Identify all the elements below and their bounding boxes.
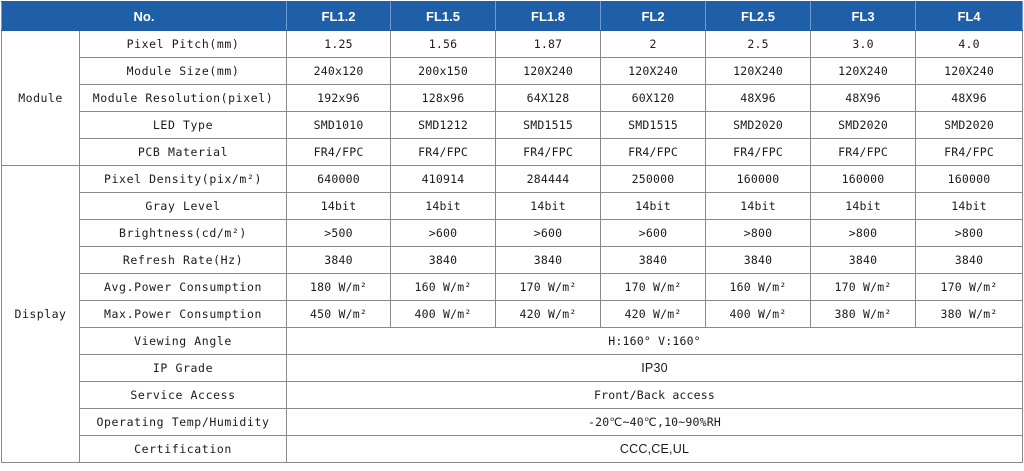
parameter-label: Refresh Rate(Hz) <box>80 247 287 274</box>
spec-value: FR4/FPC <box>287 139 391 166</box>
spec-value: 640000 <box>287 166 391 193</box>
merged-spec-value: CCC,CE,UL <box>287 436 1023 463</box>
spec-value: 120X240 <box>811 58 916 85</box>
table-row <box>2 328 1023 355</box>
parameter-label: IP Grade <box>80 355 287 382</box>
spec-value: 160 W/m² <box>391 274 496 301</box>
table-row <box>2 436 1023 463</box>
spec-value: 410914 <box>391 166 496 193</box>
spec-value: 14bit <box>287 193 391 220</box>
spec-value: 64X128 <box>496 85 601 112</box>
spec-value: 170 W/m² <box>916 274 1023 301</box>
parameter-label: Brightness(cd/m²) <box>80 220 287 247</box>
spec-value: 284444 <box>496 166 601 193</box>
parameter-label: Max.Power Consumption <box>80 301 287 328</box>
spec-value: 3840 <box>916 247 1023 274</box>
spec-value: SMD1515 <box>496 112 601 139</box>
merged-spec-value: -20℃~40℃,10~90%RH <box>287 409 1023 436</box>
spec-value: 14bit <box>496 193 601 220</box>
table-row <box>2 355 1023 382</box>
spec-value: >600 <box>601 220 706 247</box>
spec-value: 120X240 <box>496 58 601 85</box>
parameter-label: LED Type <box>80 112 287 139</box>
table-row <box>2 85 1023 112</box>
header-model: FL1.8 <box>496 2 601 31</box>
spec-value: 400 W/m² <box>391 301 496 328</box>
spec-value: 3840 <box>391 247 496 274</box>
spec-value: >600 <box>496 220 601 247</box>
spec-value: 3840 <box>287 247 391 274</box>
header-model: FL1.5 <box>391 2 496 31</box>
header-model: FL1.2 <box>287 2 391 31</box>
table-row <box>2 139 1023 166</box>
spec-value: 3840 <box>496 247 601 274</box>
parameter-label: Pixel Pitch(mm) <box>80 31 287 58</box>
spec-value: 200x150 <box>391 58 496 85</box>
header-row <box>2 2 1023 31</box>
parameter-label: Service Access <box>80 382 287 409</box>
spec-value: 14bit <box>811 193 916 220</box>
spec-value: FR4/FPC <box>391 139 496 166</box>
table-row <box>2 409 1023 436</box>
spec-value: 1.56 <box>391 31 496 58</box>
spec-value: 3840 <box>811 247 916 274</box>
spec-value: 160 W/m² <box>706 274 811 301</box>
spec-value: >800 <box>811 220 916 247</box>
table-row <box>2 58 1023 85</box>
spec-value: 170 W/m² <box>811 274 916 301</box>
spec-value: 2 <box>601 31 706 58</box>
spec-value: SMD2020 <box>811 112 916 139</box>
spec-value: SMD2020 <box>706 112 811 139</box>
parameter-label: Avg.Power Consumption <box>80 274 287 301</box>
spec-value: 60X120 <box>601 85 706 112</box>
spec-value: 120X240 <box>601 58 706 85</box>
spec-value: 3840 <box>601 247 706 274</box>
table-row <box>2 301 1023 328</box>
spec-value: FR4/FPC <box>496 139 601 166</box>
table-row <box>2 112 1023 139</box>
spec-value: 48X96 <box>706 85 811 112</box>
table-row <box>2 166 1023 193</box>
group-label-module: Module <box>2 31 80 166</box>
spec-value: 14bit <box>391 193 496 220</box>
spec-value: 120X240 <box>916 58 1023 85</box>
parameter-label: PCB Material <box>80 139 287 166</box>
parameter-label: Module Size(mm) <box>80 58 287 85</box>
spec-value: 4.0 <box>916 31 1023 58</box>
spec-value: 192x96 <box>287 85 391 112</box>
merged-spec-value: Front/Back access <box>287 382 1023 409</box>
spec-value: 160000 <box>706 166 811 193</box>
spec-value: 14bit <box>916 193 1023 220</box>
group-label-display: Display <box>2 166 80 463</box>
spec-value: 170 W/m² <box>601 274 706 301</box>
parameter-label: Operating Temp/Humidity <box>80 409 287 436</box>
spec-value: 14bit <box>706 193 811 220</box>
spec-value: 170 W/m² <box>496 274 601 301</box>
spec-value: 450 W/m² <box>287 301 391 328</box>
table-row <box>2 31 1023 58</box>
header-model: FL3 <box>811 2 916 31</box>
table-row <box>2 382 1023 409</box>
spec-value: >800 <box>916 220 1023 247</box>
table-row <box>2 274 1023 301</box>
spec-table <box>1 1 1023 463</box>
spec-value: SMD1515 <box>601 112 706 139</box>
table-row <box>2 247 1023 274</box>
header-model: FL2.5 <box>706 2 811 31</box>
spec-value: 48X96 <box>811 85 916 112</box>
spec-value: 400 W/m² <box>706 301 811 328</box>
spec-value: 3.0 <box>811 31 916 58</box>
spec-value: FR4/FPC <box>811 139 916 166</box>
spec-value: SMD1212 <box>391 112 496 139</box>
spec-value: 14bit <box>601 193 706 220</box>
spec-value: >600 <box>391 220 496 247</box>
parameter-label: Module Resolution(pixel) <box>80 85 287 112</box>
spec-value: 3840 <box>706 247 811 274</box>
spec-value: SMD2020 <box>916 112 1023 139</box>
spec-value: 420 W/m² <box>496 301 601 328</box>
spec-value: FR4/FPC <box>916 139 1023 166</box>
spec-value: 380 W/m² <box>811 301 916 328</box>
spec-value: >500 <box>287 220 391 247</box>
parameter-label: Pixel Density(pix/m²) <box>80 166 287 193</box>
spec-value: 160000 <box>916 166 1023 193</box>
header-model: FL4 <box>916 2 1023 31</box>
spec-value: SMD1010 <box>287 112 391 139</box>
parameter-label: Certification <box>80 436 287 463</box>
spec-value: 250000 <box>601 166 706 193</box>
merged-spec-value: IP30 <box>287 355 1023 382</box>
spec-value: 420 W/m² <box>601 301 706 328</box>
spec-value: 1.25 <box>287 31 391 58</box>
parameter-label: Gray Level <box>80 193 287 220</box>
header-model: FL2 <box>601 2 706 31</box>
spec-value: 380 W/m² <box>916 301 1023 328</box>
spec-value: 180 W/m² <box>287 274 391 301</box>
spec-value: 128x96 <box>391 85 496 112</box>
spec-value: 120X240 <box>706 58 811 85</box>
spec-value: 160000 <box>811 166 916 193</box>
table-row <box>2 193 1023 220</box>
header-no: No. <box>2 2 287 31</box>
table-row <box>2 220 1023 247</box>
spec-value: FR4/FPC <box>706 139 811 166</box>
spec-value: 48X96 <box>916 85 1023 112</box>
merged-spec-value: H:160° V:160° <box>287 328 1023 355</box>
parameter-label: Viewing Angle <box>80 328 287 355</box>
spec-table-body <box>2 31 1023 463</box>
spec-value: 1.87 <box>496 31 601 58</box>
spec-value: >800 <box>706 220 811 247</box>
spec-value: 240x120 <box>287 58 391 85</box>
spec-value: FR4/FPC <box>601 139 706 166</box>
spec-value: 2.5 <box>706 31 811 58</box>
